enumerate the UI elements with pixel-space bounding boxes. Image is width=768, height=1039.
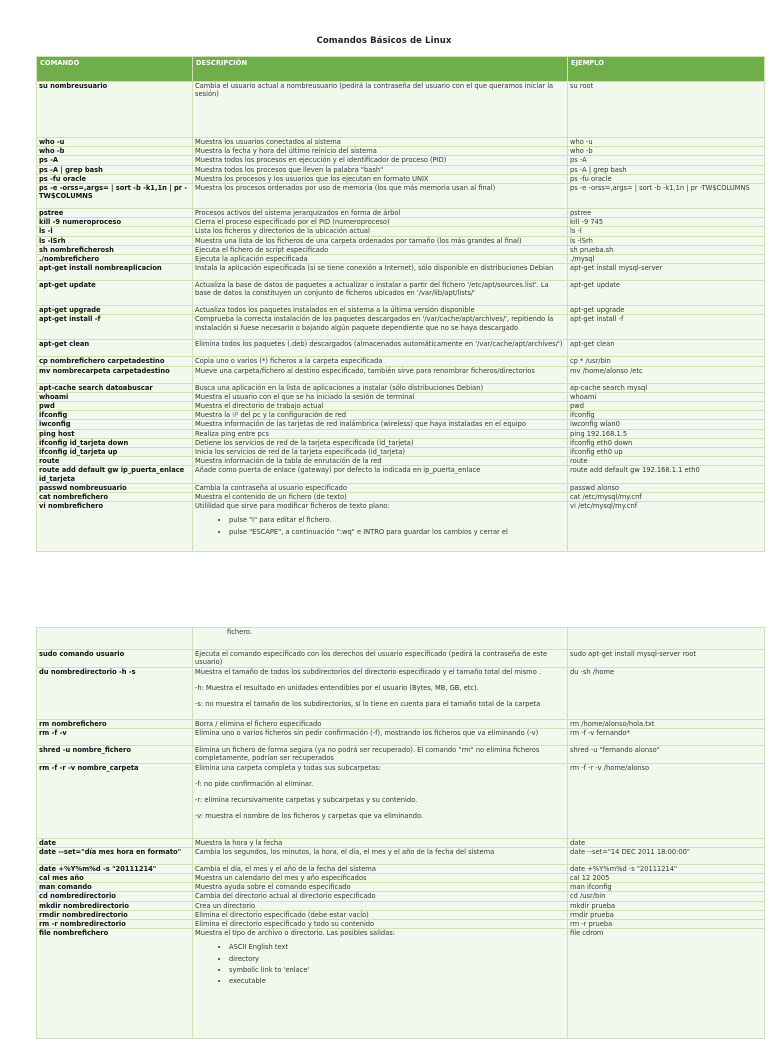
table-row (37, 668, 765, 720)
table-row (37, 218, 765, 227)
example-cell: man ifconfig (568, 883, 765, 892)
table-row (37, 493, 765, 502)
list-item: • symbolic link to 'enlace' (229, 966, 565, 974)
command-cell: vi nombrefichero (37, 502, 193, 552)
table-row (37, 483, 765, 492)
table-row (37, 392, 765, 401)
example-cell: ifconfig eth0 down (568, 438, 765, 447)
table-row (37, 502, 765, 552)
command-cell: mkdir nombredirectorio (37, 901, 193, 910)
description-cell: Ejecuta la aplicación especificada (193, 255, 568, 264)
description-paragraph: -s: no muestra el tamaño de los subdirectorios, sí lo tiene en cuenta para el tamaño total de la carpeta (195, 700, 541, 709)
table-row (37, 255, 765, 264)
command-cell: cd nombredirectorio (37, 892, 193, 901)
command-cell: cp nombrefichero carpetadestino (37, 357, 193, 366)
list-item: • directory (229, 955, 565, 963)
command-cell: sh nombreficherosh (37, 245, 193, 254)
table-row (37, 429, 765, 438)
header-descripcion: DESCRIPCIÓN (193, 57, 568, 82)
example-cell: rmdir prueba (568, 910, 765, 919)
example-cell: apt-get install -f (568, 315, 765, 340)
table-row (37, 847, 765, 864)
table-row (37, 340, 765, 357)
table-row (37, 165, 765, 174)
example-cell: vi /etc/mysql/my.cnf (568, 502, 765, 552)
example-cell[interactable]: ifconfig (568, 411, 765, 420)
description-text: del pc y la configuración de red (238, 411, 346, 420)
description-paragraph: -h: Muestra el resultado en unidades entendibles por el usuario (Bytes, MB, GB, etc). (195, 684, 479, 693)
table-row (37, 650, 765, 668)
command-cell: apt-get upgrade (37, 306, 193, 315)
description-cell: Muestra ayuda sobre el comando especificado (193, 883, 568, 892)
table-row (37, 82, 765, 138)
command-cell: rm -f -v (37, 729, 193, 746)
table-row (37, 357, 765, 366)
description-paragraph: Elimina una carpeta completa y todas sus subcarpetas: (195, 763, 381, 772)
command-cell: route add default gw ip_puerta_enlace id_tarjeta (37, 466, 193, 483)
table-row (37, 281, 765, 306)
example-cell: apt-get clean (568, 340, 765, 357)
example-cell: apt-get update (568, 281, 765, 306)
description-cell: Cambia el día, el mes y el año de la fecha del sistema (193, 864, 568, 873)
example-cell: mv /home/alonso /etc (568, 366, 765, 383)
example-cell[interactable]: iwconfig wlan0 (568, 420, 765, 429)
description-cell: Cambia la contraseña al usuario especificado (193, 483, 568, 492)
example-cell: cal 12 2005 (568, 874, 765, 883)
description-cell: Ejecuta el fichero de script especificado (193, 245, 568, 254)
table-row (37, 892, 765, 901)
description-cell: Muestra el directorio de trabajo actual (193, 402, 568, 411)
example-cell: cp * /usr/bin (568, 357, 765, 366)
command-cell: file nombrefichero (37, 929, 193, 1039)
example-cell: su root (568, 82, 765, 138)
example-cell[interactable]: ps -A (568, 156, 765, 165)
example-cell: who -b (568, 147, 765, 156)
example-cell: ls -l (568, 227, 765, 236)
command-cell: who -u (37, 138, 193, 147)
table-row (37, 209, 765, 218)
description-cell: Realiza ping entre pcs (193, 429, 568, 438)
table-row (37, 763, 765, 838)
command-cell: ls -lSrh (37, 236, 193, 245)
table-row (37, 236, 765, 245)
table-row (37, 366, 765, 383)
table-row (37, 411, 765, 420)
command-cell: man comando (37, 883, 193, 892)
continuation-row (37, 628, 765, 650)
command-cell: ps -fu oracle (37, 174, 193, 183)
description-cell: Procesos activos del sistema jerarquizados en forma de árbol (193, 209, 568, 218)
description-cell: Copia uno o varios (*) ficheros a la carpeta especificada (193, 357, 568, 366)
command-cell: ifconfig id_tarjeta up (37, 448, 193, 457)
description-cell: Detiene los servicios de red de la tarjeta especificada (id_tarjeta) (193, 438, 568, 447)
command-cell: pwd (37, 402, 193, 411)
command-cell: whoami (37, 392, 193, 401)
example-cell: date (568, 838, 765, 847)
example-cell: file cdrom (568, 929, 765, 1039)
table-row (37, 901, 765, 910)
list-item: • pulse "ESCAPE", a continuación ":wq" e INTRO para guardar los cambios y cerrar el (229, 528, 565, 536)
description-cell (193, 668, 568, 720)
table-row (37, 147, 765, 156)
command-cell: rmdir nombredirectorio (37, 910, 193, 919)
command-cell: passwd nombreusuario (37, 483, 193, 492)
table-row (37, 838, 765, 847)
description-cell: Inicia los servicios de red de la tarjeta especificada (id_tarjeta) (193, 448, 568, 457)
command-cell: mv nombrecarpeta carpetadestino (37, 366, 193, 383)
table-row (37, 864, 765, 873)
description-cell: Muestra información de las tarjetas de red inalámbrica (wireless) que haya instaladas en el equipo (193, 420, 568, 429)
command-cell: date --set="día mes hora en formato" (37, 847, 193, 864)
description-text: Muestra el tipo de archivo o directorio. Las posibles salidas: (195, 929, 395, 938)
description-cell: Cambia el usuario actual a nombreusuario (pedirá la contraseña del usuario con el que queramos iniciar la sesión) (193, 82, 568, 138)
table-row (37, 466, 765, 483)
description-cell: Borra / elimina el fichero especificado (193, 720, 568, 729)
command-cell: apt-cache search datoabuscar (37, 383, 193, 392)
example-cell: apt-get upgrade (568, 306, 765, 315)
description-cell: Actualiza la base de datos de paquetes a actualizar o instalar a partir del fichero '/etc/apt/sources.list'. La base de datos la constituyen un conjunto de ficheros ubicados en '/var/lib/apt/lists/' (193, 281, 568, 306)
description-cell: Cambia del directorio actual al directorio especificado (193, 892, 568, 901)
example-cell: shred -u "fernando alonso" (568, 746, 765, 763)
description-cell: Muestra todos los procesos que lleven la palabra "bash" (193, 165, 568, 174)
description-cell: Crea un directorio (193, 901, 568, 910)
description-paragraph: -v: muestra el nombre de los ficheros y carpetas que va eliminando. (195, 812, 424, 821)
example-cell: ps -A | grep bash (568, 165, 765, 174)
command-cell: ps -A | grep bash (37, 165, 193, 174)
header-ejemplo: EJEMPLO (568, 57, 765, 82)
example-cell: route add default gw 192.168.1.1 eth0 (568, 466, 765, 483)
table-row (37, 438, 765, 447)
table-row (37, 306, 765, 315)
list-item: • executable (229, 977, 565, 985)
description-cell: Muestra los usuarios conectados al sistema (193, 138, 568, 147)
example-cell (568, 628, 765, 650)
example-cell: rm -f -r -v /home/alonso (568, 763, 765, 838)
command-cell: sudo comando usuario (37, 650, 193, 668)
description-paragraph: Muestra el tamaño de todos los subdirectorios del directorio especificado y el tamaño total del mismo . (195, 668, 542, 676)
description-cell: Elimina uno o varios ficheros sin pedir confirmación (-f), mostrando los ficheros que va eliminando (-v) (193, 729, 568, 746)
table-row (37, 929, 765, 1039)
example-cell: ps -fu oracle (568, 174, 765, 183)
document-title: Comandos Básicos de Linux (316, 36, 452, 46)
command-cell: ping host (37, 429, 193, 438)
command-cell: ps -e -orss=,args= | sort -b -k1,1n | pr -TW$COLUMNS (37, 184, 193, 209)
bullet-list (195, 516, 565, 535)
description-cell: Muestra los procesos ordenados por uso de memoria (los que más memoria usan al final) (193, 184, 568, 209)
command-cell: ./nombrefichero (37, 255, 193, 264)
example-cell: apt-get install mysql-server (568, 264, 765, 281)
example-cell: date --set="14 DEC 2011 18:00:00" (568, 847, 765, 864)
command-cell: cat nombrefichero (37, 493, 193, 502)
command-cell: du nombredirectorio -h -s (37, 668, 193, 720)
example-cell[interactable]: pstree (568, 209, 765, 218)
example-cell: sudo apt-get install mysql-server root (568, 650, 765, 668)
example-cell: passwd alonso (568, 483, 765, 492)
table-row (37, 245, 765, 254)
command-cell: route (37, 457, 193, 466)
command-cell: su nombreusuario (37, 82, 193, 138)
example-cell: du -sh /home (568, 668, 765, 720)
description-cell: Muestra el contenido de un fichero (de texto) (193, 493, 568, 502)
command-cell: ps -A (37, 156, 193, 165)
command-cell: pstree (37, 209, 193, 218)
table-row (37, 156, 765, 165)
example-cell: cd /usr/bin (568, 892, 765, 901)
table-row (37, 729, 765, 746)
command-cell (37, 628, 193, 650)
table-row (37, 910, 765, 919)
description-cell: Elimina el directorio especificado (debe estar vacío) (193, 910, 568, 919)
command-cell: ls -l (37, 227, 193, 236)
description-cell: Elimina un fichero de forma segura (ya no podrá ser recuperado). El comando "rm" no elimina ficheros completamente, podrían ser recuperados (193, 746, 568, 763)
description-cell: Muestra un calendario del mes y año especificados (193, 874, 568, 883)
description-cell: Comprueba la correcta instalación de los paquetes descargados en '/var/cache/apt/archives/', repitiendo la instalación si fuese necesario o bajando algún paquete dependiente que no se haya descargado (193, 315, 568, 340)
description-cell: Muestra los procesos y los usuarios que los ejecutan en formato UNIX (193, 174, 568, 183)
command-cell: who -b (37, 147, 193, 156)
command-cell: rm -r nombredirectorio (37, 920, 193, 929)
command-cell: iwconfig (37, 420, 193, 429)
example-cell: ls -lSrh (568, 236, 765, 245)
command-cell: date +%Y%m%d -s "20111214" (37, 864, 193, 873)
example-cell: pwd (568, 402, 765, 411)
description-cell: Cambia los segundos, los minutos, la hora, el día, el mes y el año de la fecha del sistema (193, 847, 568, 864)
command-cell: shred -u nombre_fichero (37, 746, 193, 763)
table-row (37, 174, 765, 183)
example-cell: mkdir prueba (568, 901, 765, 910)
example-cell[interactable]: ps -e -orss=,args= | sort -b -k1,1n | pr -TW$COLUMNS (568, 184, 765, 209)
description-paragraph: -r: elimina recursivamente carpetas y subcarpetas y su contenido. (195, 796, 418, 805)
example-cell: who -u (568, 138, 765, 147)
commands-table-page2 (36, 627, 765, 1039)
command-cell: apt-get install -f (37, 315, 193, 340)
description-cell: Muestra todos los procesos en ejecución y el identificador de proceso (PID) (193, 156, 568, 165)
description-cell: Busca una aplicación en la lista de aplicaciones a instalar (sólo distribuciones Debian) (193, 383, 568, 392)
command-cell: kill -9 numeroproceso (37, 218, 193, 227)
command-cell: ifconfig id_tarjeta down (37, 438, 193, 447)
example-cell: ifconfig eth0 up (568, 448, 765, 457)
description-text: Utililidad que sirve para modificar ficheros de texto plano: (195, 502, 390, 511)
command-cell: apt-get clean (37, 340, 193, 357)
example-cell: ping 192.168.1.5 (568, 429, 765, 438)
example-cell: rm -f -v fernando* (568, 729, 765, 746)
description-cell: Añade como puerta de enlace (gateway) por defecto la indicada en ip_puerta_enlace (193, 466, 568, 483)
continuation-text: fichero. (193, 628, 568, 650)
command-cell: apt-get update (37, 281, 193, 306)
commands-table-page1 (36, 56, 765, 552)
description-cell: Elimina el directorio especificado y todo su contenido (193, 920, 568, 929)
header-row (37, 57, 765, 82)
description-cell: Muestra la hora y la fecha (193, 838, 568, 847)
table-row (37, 883, 765, 892)
table-row (37, 227, 765, 236)
table-row (37, 420, 765, 429)
description-cell: Lista los ficheros y directorios de la ubicación actual (193, 227, 568, 236)
description-cell: Muestra información de la tabla de enrutación de la red (193, 457, 568, 466)
description-cell (193, 929, 568, 1039)
description-cell: Muestra la fecha y hora del último reinicio del sistema (193, 147, 568, 156)
ip-link[interactable]: IP (232, 411, 239, 420)
table-row (37, 874, 765, 883)
description-cell: Muestra una lista de los ficheros de una carpeta ordenados por tamaño (los más grandes al final) (193, 236, 568, 245)
table-row (37, 383, 765, 392)
command-cell: cal mes año (37, 874, 193, 883)
table-row (37, 457, 765, 466)
command-cell: date (37, 838, 193, 847)
example-cell: rm /home/alonso/hola.txt (568, 720, 765, 729)
example-cell: kill -9 745 (568, 218, 765, 227)
table-row (37, 746, 765, 763)
table-row (37, 402, 765, 411)
description-cell: Instala la aplicación especificada (si se tiene conexión a Internet), sólo disponible en distribuciones Debian (193, 264, 568, 281)
example-cell: rm -r prueba (568, 920, 765, 929)
description-cell: Cierra el proceso especificado por el PID (numeroproceso) (193, 218, 568, 227)
table-row (37, 264, 765, 281)
table-row (37, 920, 765, 929)
example-cell: whoami (568, 392, 765, 401)
table-row (37, 720, 765, 729)
command-cell: apt-get install nombreaplicacion (37, 264, 193, 281)
command-cell: rm -f -r -v nombre_carpeta (37, 763, 193, 838)
example-cell: ap-cache search mysql (568, 383, 765, 392)
description-cell: Muestra el usuario con el que se ha iniciado la sesión de terminal (193, 392, 568, 401)
header-comando: COMANDO (37, 57, 193, 82)
description-cell: Mueve una carpeta/fichero al destino especificado, también sirve para renombrar ficheros/directorios (193, 366, 568, 383)
list-item: • pulse "i" para editar el fichero. (229, 516, 565, 524)
table-row (37, 315, 765, 340)
description-paragraph: -f: no pide confirmación al eliminar. (195, 779, 314, 788)
command-cell: rm nombrefichero (37, 720, 193, 729)
list-item: • ASCII English text (229, 943, 565, 951)
command-cell: ifconfig (37, 411, 193, 420)
description-cell: Elimina todos los paquetes (.deb) descargados (almacenados automáticamente en '/var/cache/apt/archives/') (193, 340, 568, 357)
table-row (37, 448, 765, 457)
description-cell (193, 502, 568, 552)
example-cell[interactable]: route (568, 457, 765, 466)
example-cell: cat /etc/mysql/my.cnf (568, 493, 765, 502)
description-cell: Actualiza todos los paquetes instalados en el sistema a la última versión disponible (193, 306, 568, 315)
example-cell: date +%Y%m%d -s "20111214" (568, 864, 765, 873)
description-text: Muestra la (195, 411, 233, 420)
example-cell: sh prueba.sh (568, 245, 765, 254)
table-row (37, 184, 765, 209)
table-row (37, 138, 765, 147)
description-cell: Ejecuta el comando especificado con los derechos del usuario especificado (pedirá la contraseña de este usuario) (193, 650, 568, 668)
description-cell (193, 763, 568, 838)
description-cell (193, 411, 568, 420)
example-cell: ./mysql (568, 255, 765, 264)
bullet-list (195, 943, 565, 985)
